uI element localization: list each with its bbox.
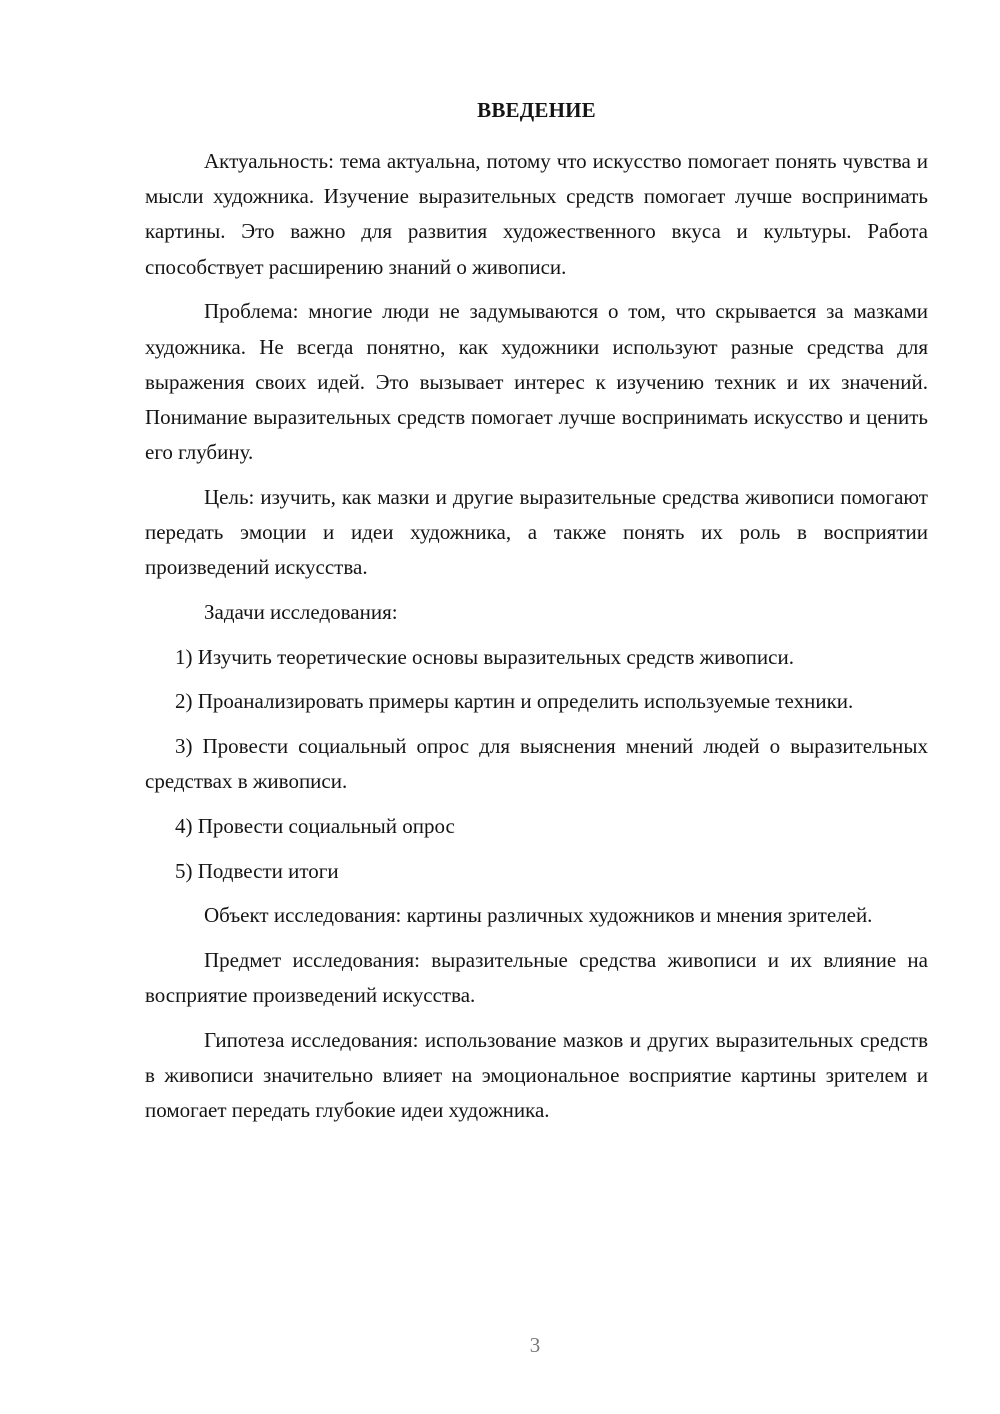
task-item-1: 1) Изучить теоретические основы выразительных средств живописи. <box>175 644 794 669</box>
problem-paragraph: Проблема: многие люди не задумываются о том, что скрывается за мазками художника. Не всегда понятно, как художники используют разные средства для выражения своих идей. Это вызывает интерес к изучению техник и их значений. Понимание выразительных средств помогает лучше воспринимать искусство и ценить его глубину. <box>145 299 928 465</box>
task-item-4: 4) Провести социальный опрос <box>175 813 455 838</box>
tasks-heading: Задачи исследования: <box>204 599 398 624</box>
object-paragraph: Объект исследования: картины различных художников и мнения зрителей. <box>204 903 873 928</box>
hypothesis-paragraph: Гипотеза исследования: использование мазков и других выразительных средств в живописи значительно влияет на эмоциональное восприятие картины зрителем и помогает передать глубокие идеи художника. <box>145 1027 928 1123</box>
relevance-paragraph: Актуальность: тема актуальна, потому что искусство помогает понять чувства и мысли художника. Изучение выразительных средств помогает лучше воспринимать картины. Это важно для развития художественного вкуса и культуры. Работа способствует расширению знаний о живописи. <box>145 149 928 279</box>
subject-paragraph: Предмет исследования: выразительные средства живописи и их влияние на восприятие произведений искусства. <box>145 948 928 1008</box>
document-page <box>145 92 928 1138</box>
task-item-2: 2) Проанализировать примеры картин и определить используемые техники. <box>175 689 854 714</box>
section-title: ВВЕДЕНИЕ <box>477 98 596 122</box>
page-number: 3 <box>529 1333 541 1357</box>
task-item-5: 5) Подвести итоги <box>175 858 339 883</box>
goal-paragraph: Цель: изучить, как мазки и другие выразительные средства живописи помогают передать эмоции и идеи художника, а также понять их роль в восприятии произведений искусства. <box>145 484 928 580</box>
task-item-3: 3) Провести социальный опрос для выяснения мнений людей о выразительных средствах в живописи. <box>145 734 928 794</box>
